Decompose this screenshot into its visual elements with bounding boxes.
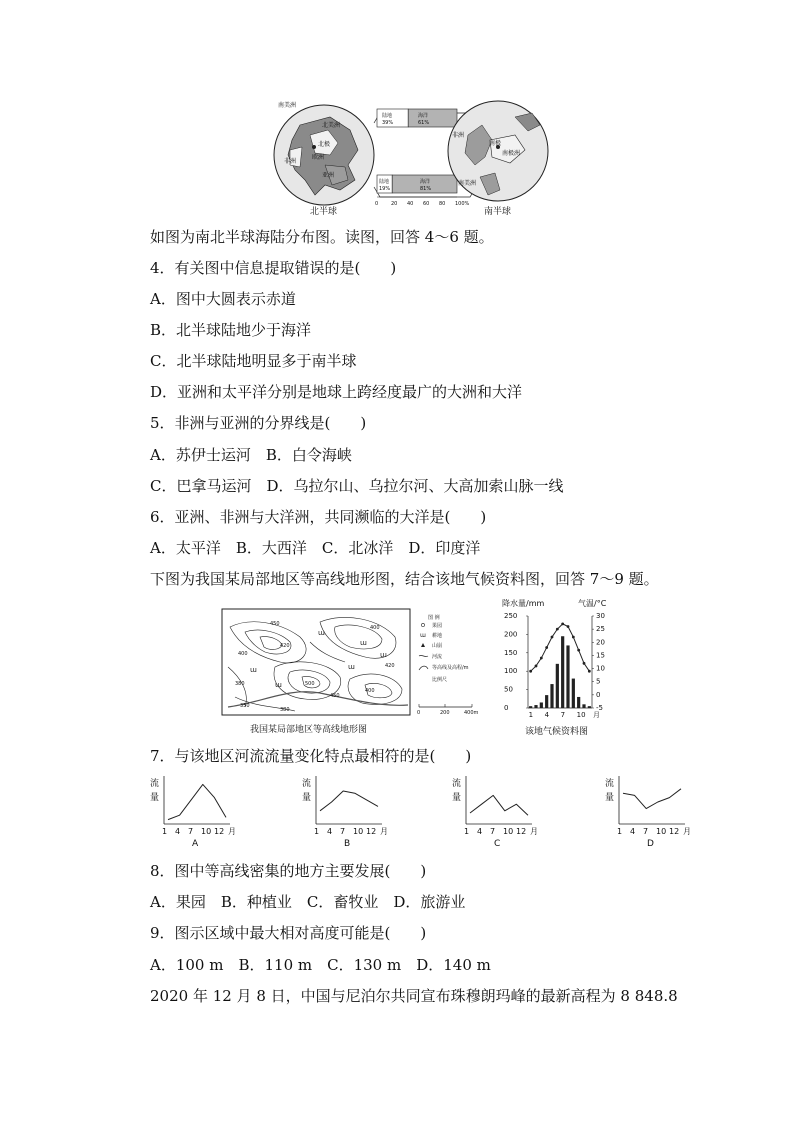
flow-tick-label: 7 xyxy=(490,827,496,836)
precip-bar xyxy=(540,702,543,708)
legend-label: 山崩 xyxy=(432,643,443,649)
percent-axis-ticks xyxy=(375,201,470,207)
flow-ylabel: 量 xyxy=(302,793,312,803)
temp-point xyxy=(577,649,580,652)
month-tick-label: 4 xyxy=(544,711,550,719)
flow-tick-label: 7 xyxy=(188,827,194,836)
temp-point xyxy=(556,628,559,631)
contour-elevation-label: 450 xyxy=(330,693,340,699)
north-land-label: 陆地 xyxy=(382,113,393,119)
legend-label: 等高线及高程/m xyxy=(432,665,469,671)
temp-point xyxy=(540,657,543,660)
temp-tick-label: -5 xyxy=(596,704,603,712)
flow-tick-label: 月 xyxy=(530,827,538,836)
south-region-label: 南极洲 xyxy=(502,150,521,157)
month-tick-label: 7 xyxy=(560,711,566,719)
precip-bar xyxy=(550,684,553,708)
north-ocean-label: 海洋 xyxy=(418,113,429,119)
temp-point xyxy=(572,636,575,639)
hemisphere-figure xyxy=(270,95,555,217)
legend-landslide xyxy=(421,642,442,649)
flow-tick-label: 7 xyxy=(643,827,649,836)
precip-tick-label: 250 xyxy=(504,612,518,620)
climate-chart xyxy=(500,596,620,738)
flow-curve xyxy=(470,795,528,815)
flow-tick-label: 10 xyxy=(656,827,667,836)
percent-tick-label: 0 xyxy=(375,201,379,207)
flow-ylabel: 流 xyxy=(150,779,160,789)
precip-bar xyxy=(572,679,575,708)
contour-elevation-label: 500 xyxy=(305,681,315,687)
flow-tick-label: 12 xyxy=(366,827,377,836)
flow-tick-label: 4 xyxy=(327,827,333,836)
flow-tick-label: 10 xyxy=(353,827,364,836)
contour-elevation-label: 380 xyxy=(280,707,290,713)
legend-river xyxy=(419,653,442,660)
flow-curve xyxy=(168,784,226,819)
precip-tick-label: 0 xyxy=(504,704,509,712)
flow-tick-label: 4 xyxy=(477,827,483,836)
legend-label: 河流 xyxy=(432,654,443,660)
question-6: 6．亚洲、非洲与大洋洲，共同濒临的大洋是( ) xyxy=(150,508,487,526)
contour-elevation-label: 450 xyxy=(270,621,280,627)
chart-ylabel-temp: 气温/°C xyxy=(578,599,607,608)
legend-label: 耕地 xyxy=(432,633,443,639)
flow-tick-label: 1 xyxy=(314,827,320,836)
temp-tick-label: 0 xyxy=(596,690,601,699)
legend-title: 图 例 xyxy=(428,615,440,621)
flow-tick-label: 月 xyxy=(380,827,388,836)
flow-curve xyxy=(623,789,681,809)
question-9-options: A．100 m B．110 m C．130 m D．140 m xyxy=(150,956,491,974)
flow-tick-label: 月 xyxy=(683,827,691,836)
svg-text:ɯ: ɯ xyxy=(360,639,367,647)
percent-tick-label: 60 xyxy=(423,201,430,207)
temp-point xyxy=(551,636,554,639)
percent-tick-label: 40 xyxy=(407,201,414,207)
contour-elevation-label: 400 xyxy=(370,625,380,631)
precip-bar xyxy=(566,645,569,708)
north-hemisphere-label: 北半球 xyxy=(310,207,338,217)
flow-tick-label: 4 xyxy=(175,827,181,836)
flow-chart-option xyxy=(605,776,691,849)
flow-tick-label: 1 xyxy=(162,827,168,836)
intro-q4-6: 如图为南北半球海陆分布图。读图，回答 4～6 题。 xyxy=(150,228,494,246)
south-region-label: 南美洲 xyxy=(458,180,477,187)
flow-chart-option xyxy=(452,776,538,849)
north-region-label: 南美洲 xyxy=(278,102,297,109)
temp-tick-label: 30 xyxy=(596,612,605,620)
question-7: 7．与该地区河流流量变化特点最相符的是( ) xyxy=(150,747,472,765)
percent-tick-label: 20 xyxy=(391,201,398,207)
contour-map-figure xyxy=(220,607,490,737)
contour-elevation-label: 400 xyxy=(365,688,375,694)
legend-farmland xyxy=(420,632,442,639)
legend-scale xyxy=(417,676,479,716)
percent-tick-label: 80 xyxy=(439,201,446,207)
svg-text:ɯ: ɯ xyxy=(380,651,387,659)
flow-tick-label: 7 xyxy=(340,827,346,836)
flow-chart-option xyxy=(150,776,236,849)
temp-point xyxy=(583,662,586,665)
flow-curve xyxy=(320,791,378,811)
month-tick-label: 月 xyxy=(593,711,600,719)
contour-map-frame xyxy=(222,609,410,715)
north-region-label: 亚洲 xyxy=(322,172,335,179)
svg-text:ɯ: ɯ xyxy=(318,629,325,637)
question-4-option-c: C．北半球陆地明显多于南半球 xyxy=(150,352,357,370)
question-4-option-a: A．图中大圆表示赤道 xyxy=(150,290,296,308)
flow-tick-label: 12 xyxy=(214,827,225,836)
flow-tick-label: 10 xyxy=(503,827,514,836)
north-region-label: 非洲 xyxy=(284,158,297,165)
temp-point xyxy=(567,625,570,628)
temp-point xyxy=(561,622,564,625)
intro-q7-9: 下图为我国某局部地区等高线地形图，结合该地气候资料图，回答 7～9 题。 xyxy=(150,570,659,588)
temp-point xyxy=(545,646,548,649)
contour-elevation-label: 380 xyxy=(235,681,245,687)
temp-tick-label: 20 xyxy=(596,638,605,647)
legend-orchard xyxy=(421,622,442,629)
north-region-label: 北美洲 xyxy=(322,122,341,129)
flow-ylabel: 流 xyxy=(452,779,462,789)
temp-tick-label: 5 xyxy=(596,677,601,686)
svg-text:ɯ: ɯ xyxy=(348,663,355,671)
svg-text:ɯ: ɯ xyxy=(250,666,257,674)
question-6-options: A．太平洋 B．大西洋 C．北冰洋 D．印度洋 xyxy=(150,539,481,557)
question-4: 4．有关图中信息提取错误的是( ) xyxy=(150,259,397,277)
flow-ylabel: 量 xyxy=(150,793,160,803)
north-region-label: 欧洲 xyxy=(312,154,325,161)
precip-bar xyxy=(545,695,548,708)
south-region-label: 非洲 xyxy=(452,132,465,139)
flow-option-label: C xyxy=(494,839,501,849)
flow-ylabel: 量 xyxy=(452,793,462,803)
south-ocean-label: 海洋 xyxy=(420,179,431,185)
question-9: 9．图示区域中最大相对高度可能是( ) xyxy=(150,924,427,942)
flow-tick-label: 1 xyxy=(617,827,623,836)
legend-contour xyxy=(419,664,469,671)
precip-bar xyxy=(529,706,532,708)
north-region-label: 北极 xyxy=(318,141,331,148)
precip-tick-label: 200 xyxy=(504,630,518,639)
precip-bar xyxy=(556,664,559,708)
contour-elevation-label: 420 xyxy=(280,643,290,649)
temp-tick-label: 25 xyxy=(596,625,605,634)
contour-elevation-label: 420 xyxy=(385,663,395,669)
precip-tick-label: 150 xyxy=(504,648,518,657)
question-4-option-d: D．亚洲和太平洋分别是地球上跨经度最广的大洲和大洋 xyxy=(150,383,523,401)
scale-tick: 0 xyxy=(417,710,421,716)
precip-bar xyxy=(561,636,564,708)
north-land-pct: 39% xyxy=(382,120,394,126)
percent-tick-label: 100% xyxy=(455,201,470,207)
flow-tick-label: 月 xyxy=(228,827,236,836)
precip-tick-label: 50 xyxy=(504,685,513,694)
flow-option-label: D xyxy=(647,839,654,849)
chart-ylabel-precip: 降水量/mm xyxy=(502,599,545,608)
flow-option-label: A xyxy=(192,839,199,849)
temp-point xyxy=(529,670,532,673)
south-ocean-pct: 81% xyxy=(420,186,432,192)
question-8: 8．图中等高线密集的地方主要发展( ) xyxy=(150,862,427,880)
flow-chart-option xyxy=(302,776,388,849)
flow-ylabel: 量 xyxy=(605,793,615,803)
temp-tick-label: 10 xyxy=(596,664,605,673)
precip-bar xyxy=(588,706,591,708)
south-hemisphere-label: 南半球 xyxy=(484,207,512,217)
precip-bar xyxy=(534,705,537,708)
legend-label: 比例尺 xyxy=(432,677,448,683)
precip-bar xyxy=(582,704,585,708)
temp-point xyxy=(588,670,591,673)
temp-line xyxy=(531,624,590,671)
scale-tick: 200 xyxy=(440,710,450,716)
flow-tick-label: 10 xyxy=(201,827,212,836)
flow-option-label: B xyxy=(344,839,351,849)
contour-elevation-label: 400 xyxy=(238,651,248,657)
flow-tick-label: 12 xyxy=(669,827,680,836)
question-8-options: A．果园 B．种植业 C．畜牧业 D．旅游业 xyxy=(150,893,466,911)
south-land-label: 陆地 xyxy=(379,179,390,185)
south-land-pct: 19% xyxy=(379,186,391,192)
precip-tick-label: 100 xyxy=(504,667,518,676)
question-5: 5．非洲与亚洲的分界线是( ) xyxy=(150,414,367,432)
question-5-options-cd: C．巴拿马运河 D．乌拉尔山、乌拉尔河、大高加索山脉一线 xyxy=(150,477,564,495)
flow-ylabel: 流 xyxy=(302,779,312,789)
scale-tick: 400m xyxy=(464,710,479,716)
question-5-options-ab: A．苏伊士运河 B．白令海峡 xyxy=(150,446,352,464)
flow-tick-label: 12 xyxy=(516,827,527,836)
question-4-option-b: B．北半球陆地少于海洋 xyxy=(150,321,312,339)
flow-tick-label: 1 xyxy=(464,827,470,836)
svg-text:ɯ: ɯ xyxy=(420,632,426,639)
passage-everest: 2020 年 12 月 8 日，中国与尼泊尔共同宣布珠穆朗玛峰的最新高程为 8 848.8 xyxy=(150,987,678,1005)
flow-tick-label: 4 xyxy=(630,827,636,836)
contour-map-caption: 我国某局部地区等高线地形图 xyxy=(250,725,368,735)
north-ocean-pct: 61% xyxy=(418,120,430,126)
month-tick-label: 1 xyxy=(528,711,534,719)
flow-ylabel: 流 xyxy=(605,779,615,789)
precip-bar xyxy=(577,697,580,708)
temp-point xyxy=(535,665,538,668)
flow-option-charts xyxy=(150,772,720,850)
legend-label: 果园 xyxy=(432,623,443,629)
contour-elevation-label: 350 xyxy=(240,703,250,709)
temp-tick-label: 15 xyxy=(596,651,605,660)
south-region-label: 南极 xyxy=(489,140,502,147)
chart-title: 该地气候资料图 xyxy=(525,727,589,737)
month-tick-label: 10 xyxy=(576,711,586,719)
svg-text:ɯ: ɯ xyxy=(275,681,282,689)
